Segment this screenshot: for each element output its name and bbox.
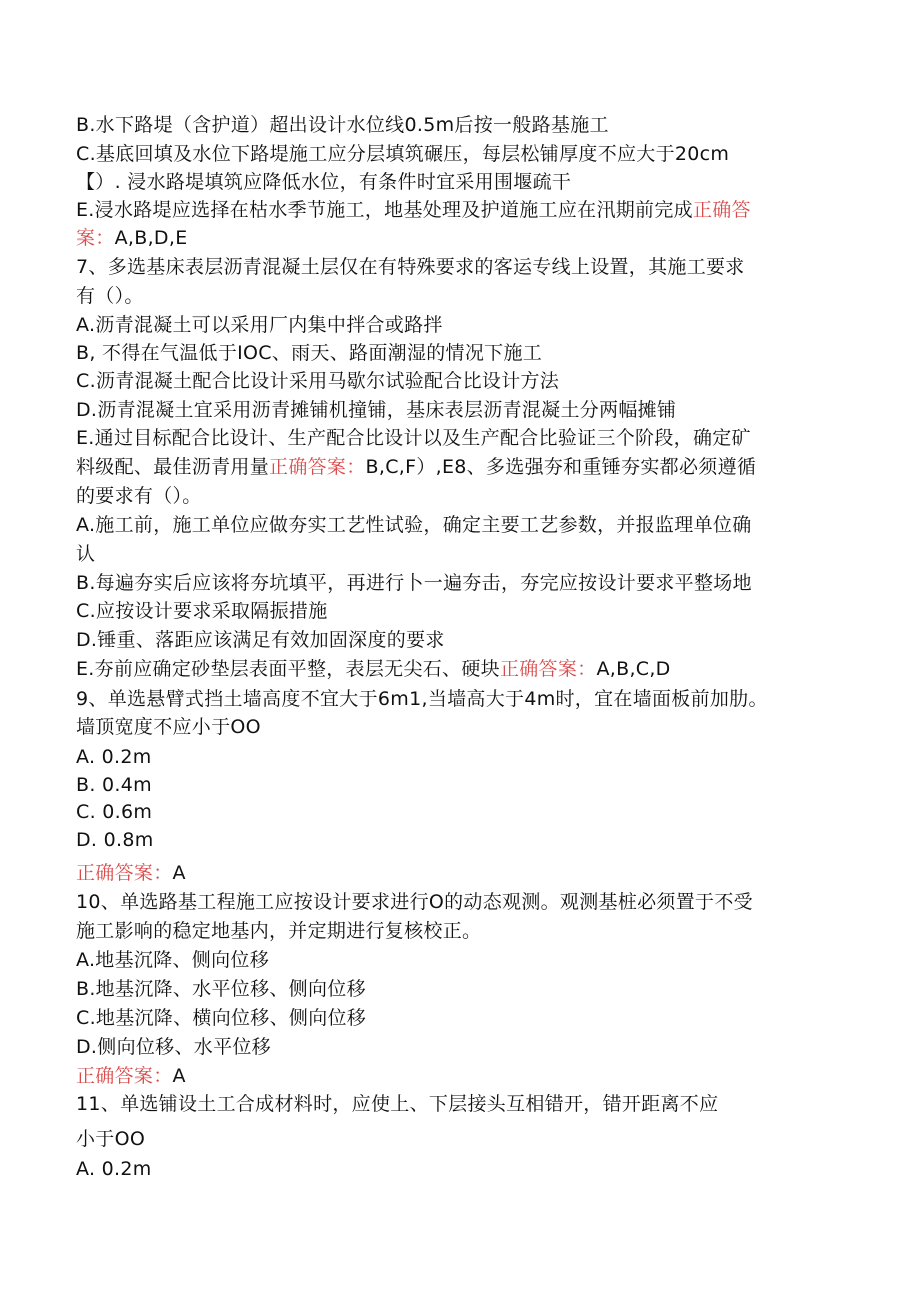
- q8-option-e: [76, 656, 671, 682]
- q7-option-e: E.通过目标配合比设计、生产配合比设计以及生产配合比验证三个阶段，确定矿: [76, 427, 751, 449]
- answer-label: 正确答案：: [76, 862, 173, 884]
- question-10-text-cont: 施工影响的稳定地基内，并定期进行复核校正。: [76, 920, 482, 942]
- answer-value: A,B,D,E: [114, 227, 188, 249]
- q7-option-c: C.沥青混凝土配合比设计采用马歇尔试验配合比设计方法: [76, 370, 560, 392]
- q7-option-b: B, 不得在气温低于IOC、雨天、路面潮湿的情况下施工: [76, 342, 543, 364]
- question-8-text-cont: 的要求有（）。: [76, 485, 202, 507]
- option-d-lower-water-level: 【）. 浸水路堤填筑应降低水位，有条件时宜采用围堰疏干: [76, 171, 572, 193]
- answer-value: A,B,C,D: [596, 658, 671, 680]
- q10-option-b: B.地基沉降、水平位移、侧向位移: [76, 978, 366, 1000]
- answer-line-q6: [76, 225, 188, 251]
- q8-option-d: D.锤重、落距应该满足有效加固深度的要求: [76, 629, 445, 651]
- answer-label-part: 正确答: [692, 199, 751, 221]
- q10-option-c: C.地基沉降、横向位移、侧向位移: [76, 1007, 367, 1029]
- option-b-underwater-embankment: B.水下路堤（含护道）超出设计水位线0.5m后按一般路基施工: [76, 114, 609, 136]
- q8-option-c: C.应按设计要求采取隔振措施: [76, 600, 328, 622]
- q8-option-a: A.施工前，施工单位应做夯实工艺性试验，确定主要工艺参数，并报监理单位确: [76, 514, 752, 536]
- answer-line-q10: [76, 1063, 186, 1089]
- q8-option-e-text: E.夯前应确定砂垫层表面平整，表层无尖石、硬块: [76, 658, 500, 680]
- question-7-text-cont: 有（）。: [76, 285, 144, 307]
- q10-option-a: A.地基沉降、侧向位移: [76, 949, 270, 971]
- answer-value: A: [172, 862, 186, 884]
- question-7-text: 7、多选基床表层沥青混凝土层仅在有特殊要求的客运专线上设置，其施工要求: [76, 256, 745, 278]
- question-11-text-cont: 小于OO: [76, 1128, 146, 1150]
- answer-value-and-question-8: B,C,F）,E8、多选强夯和重锤夯实都必须遵循: [365, 456, 757, 478]
- option-e-text: E.浸水路堤应选择在枯水季节施工，地基处理及护道施工应在汛期前完成: [76, 199, 693, 221]
- question-9-text: 9、单选悬臂式挡土墙高度不宜大于6m1,当墙高大于4m时，宜在墙面板前加肋。: [76, 688, 768, 710]
- answer-label: 正确答案：: [76, 1065, 173, 1087]
- q9-option-c: C. 0.6m: [76, 801, 153, 823]
- q11-option-a: A. 0.2m: [76, 1158, 152, 1180]
- q9-option-d: D. 0.8m: [76, 829, 154, 851]
- q7-option-e-cont: [76, 454, 756, 480]
- option-e-dry-season: [76, 197, 751, 223]
- question-11-text: 11、单选铺设土工合成材料时，应使上、下层接头互相错开，错开距离不应: [76, 1093, 719, 1115]
- q9-option-a: A. 0.2m: [76, 746, 152, 768]
- answer-label-part: 案：: [76, 227, 115, 249]
- answer-line-q9: [76, 860, 186, 886]
- answer-value: A: [172, 1065, 186, 1087]
- question-9-text-cont: 墙顶宽度不应小于OO: [76, 716, 261, 738]
- answer-label: 正确答案：: [269, 456, 366, 478]
- q7-option-a: A.沥青混凝土可以采用厂内集中拌合或路拌: [76, 314, 443, 336]
- q7-option-d: D.沥青混凝土宜采用沥青摊铺机撞铺，基床表层沥青混凝土分两幅摊铺: [76, 399, 677, 421]
- q8-option-b: B.每遍夯实后应该将夯坑填平，再进行卜一遍夯击，夯完应按设计要求平整场地: [76, 572, 752, 594]
- answer-label: 正确答案：: [499, 658, 597, 680]
- q7-option-e-tail: 料级配、最佳沥青用量: [76, 456, 270, 478]
- q8-option-a-cont: 认: [76, 543, 96, 565]
- q10-option-d: D.侧向位移、水平位移: [76, 1036, 271, 1058]
- option-c-backfill-layers: C.基底回填及水位下路堤施工应分层填筑碾压，每层松铺厚度不应大于20cm: [76, 143, 730, 165]
- question-10-text: 10、单选路基工程施工应按设计要求进行O的动态观测。观测基桩必须置于不受: [76, 891, 753, 913]
- q9-option-b: B. 0.4m: [76, 774, 152, 796]
